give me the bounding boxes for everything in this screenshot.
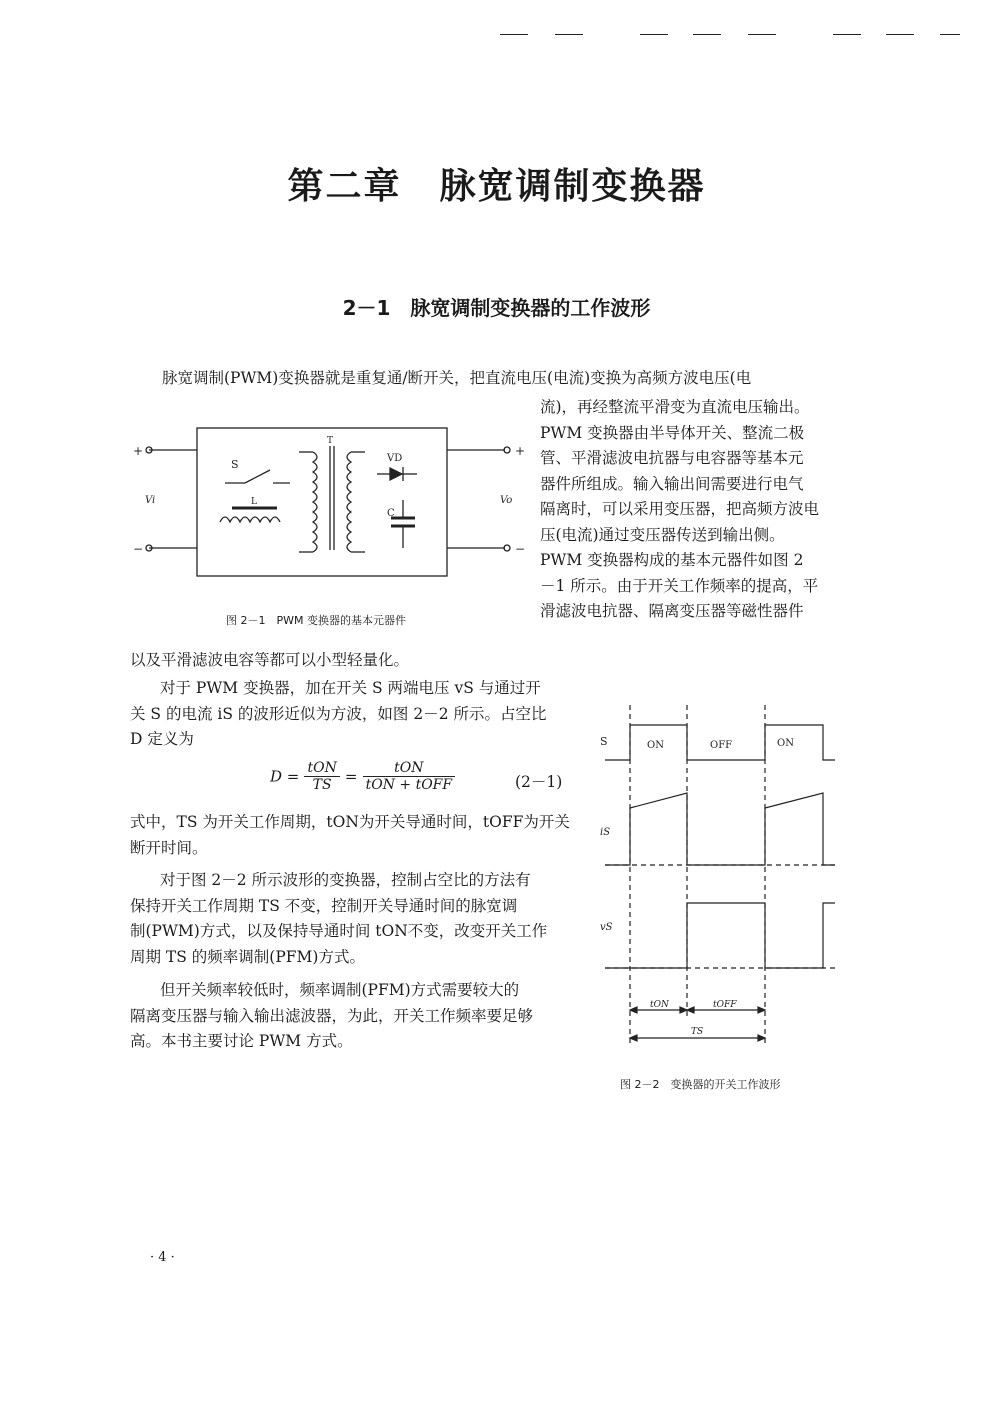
text-line: 流)，再经整流平滑变为直流电压输出。: [540, 398, 810, 416]
text-line: 高。本书主要讨论 PWM 方式。: [130, 1032, 353, 1050]
text-line: 对于图 2－2 所示波形的变换器，控制占空比的方法有: [160, 871, 531, 889]
figure-2-2-waveforms: [595, 700, 845, 1050]
intro-line-1: 脉宽调制(PWM)变换器就是重复通/断开关，把直流电压(电流)变换为高频方波电压(电: [162, 369, 752, 387]
switch-symbol: [225, 470, 290, 483]
paragraph-5: [130, 978, 580, 1055]
text-line: 隔离时，可以采用变压器，把高频方波电: [540, 500, 820, 518]
equation-fraction-2: [363, 760, 456, 793]
text-line: 对于 PWM 变换器，加在开关 S 两端电压 vS 与通过开: [160, 679, 541, 697]
fraction-denominator: TS: [312, 777, 332, 793]
fig2-vs-label: vS: [600, 922, 613, 933]
fig2-on-label: ON: [777, 738, 794, 749]
fig1-vd-label: VD: [387, 453, 403, 464]
figure-2-2-caption: 图 2－2 变换器的开关工作波形: [620, 1078, 781, 1091]
top-rule: [640, 34, 668, 35]
text-line: 滑滤波电抗器、隔离变压器等磁性器件: [540, 602, 804, 620]
equation-lhs: D =: [270, 767, 300, 786]
equation-fraction-1: [304, 760, 339, 793]
voltage-waveform: [605, 903, 835, 968]
fig1-c-label: C: [387, 508, 395, 519]
converter-box: [197, 428, 447, 576]
current-waveform: [605, 793, 835, 865]
fig1-l-label: L: [251, 497, 257, 507]
fig1-t-label: T: [327, 436, 334, 446]
text-line: 隔离变压器与输入输出滤波器，为此，开关工作频率要足够: [130, 1006, 534, 1025]
top-rule: [693, 34, 721, 35]
inductor-symbol: [220, 508, 280, 522]
intro-right-column: [540, 395, 850, 625]
fig1-plus-right: +: [515, 444, 526, 458]
fig1-vo-label: Vo: [500, 495, 513, 506]
top-rule: [555, 34, 583, 35]
equation-number: (2－1): [515, 773, 563, 791]
fig2-is-label: iS: [600, 827, 611, 838]
text-line: 保持开关工作周期 TS 不变，控制开关导通时间的脉宽调: [130, 896, 518, 915]
text-line: 但开关频率较低时，频率调制(PFM)方式需要较大的: [160, 981, 520, 999]
text-line: 周期 TS 的频率调制(PFM)方式。: [130, 947, 365, 966]
fig2-toff-label: tOFF: [713, 1000, 737, 1010]
paragraph-3: [130, 810, 580, 861]
figure-2-1-circuit: [125, 418, 530, 588]
fig2-ts-label: TS: [691, 1027, 704, 1037]
transformer-symbol: [299, 446, 365, 552]
fraction-numerator: tON: [363, 760, 456, 777]
top-rule: [940, 34, 960, 35]
fraction-denominator: tON + tOFF: [365, 777, 453, 793]
page-number: · 4 ·: [150, 1250, 175, 1265]
fig1-minus-right: −: [515, 542, 526, 556]
fig1-vi-label: Vi: [145, 495, 156, 506]
text-line: 压(电流)通过变压器传送到输出侧。: [540, 525, 785, 544]
text-line: 器件所组成。输入输出间需要进行电气: [540, 474, 804, 493]
diode-symbol: [377, 467, 417, 481]
chapter-title: 第二章 脉宽调制变换器: [287, 166, 706, 207]
text-line: 管、平滑滤波电抗器与电容器等基本元: [540, 449, 804, 467]
top-rule: [886, 34, 914, 35]
fig2-off-label: OFF: [710, 740, 733, 751]
paragraph-4: [130, 868, 580, 970]
fig1-s-label: S: [231, 458, 239, 471]
text-line: －1 所示。由于开关工作频率的提高，平: [540, 576, 819, 595]
fig2-ton-label: tON: [650, 1000, 669, 1010]
text-line: 关 S 的电流 iS 的波形近似为方波，如图 2－2 所示。占空比: [130, 704, 547, 723]
fig2-s-label: S: [600, 735, 608, 748]
fig2-on-label: ON: [647, 740, 664, 751]
text-line: 制(PWM)方式，以及保持导通时间 tON不变，改变开关工作: [130, 922, 548, 940]
figure-2-1-caption: 图 2－1 PWM 变换器的基本元器件: [226, 614, 406, 627]
text-line: D 定义为: [130, 730, 194, 748]
fig1-plus-left: +: [133, 444, 144, 458]
fig1-minus-left: −: [133, 542, 144, 556]
text-line: 断开时间。: [130, 838, 208, 857]
top-rule: [500, 34, 528, 35]
text-line: 式中，TS 为开关工作周期，tON为开关导通时间，tOFF为开关: [130, 813, 570, 831]
fraction-numerator: tON: [304, 760, 339, 777]
paragraph-2: [130, 676, 580, 753]
text-line: PWM 变换器由半导体开关、整流二极: [540, 423, 805, 442]
section-title: 2－1 脉宽调制变换器的工作波形: [342, 296, 651, 320]
top-rule: [833, 34, 861, 35]
intro-tail: 以及平滑滤波电容等都可以小型轻量化。: [130, 651, 410, 669]
text-line: PWM 变换器构成的基本元器件如图 2: [540, 551, 804, 569]
top-rule: [748, 34, 776, 35]
equation-equals: =: [344, 767, 358, 786]
